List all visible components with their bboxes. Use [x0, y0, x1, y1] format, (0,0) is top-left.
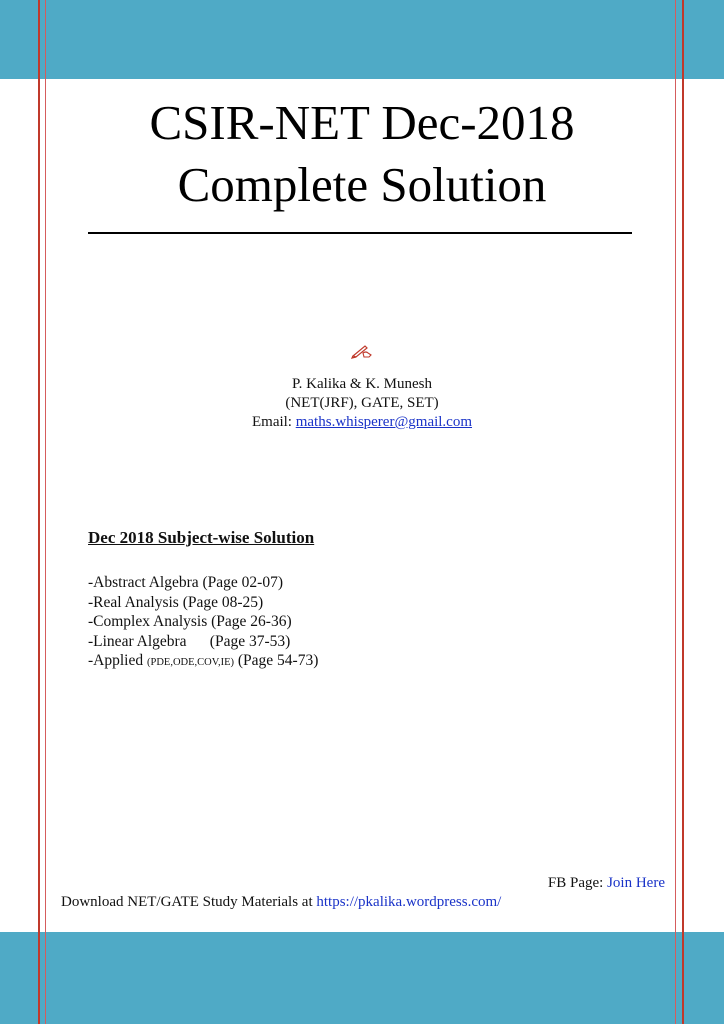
fb-label: FB Page: — [547, 875, 608, 891]
subject-item-complex-analysis: -Complex Analysis (Page 26-36) — [88, 613, 292, 630]
fb-page-line — [548, 875, 665, 892]
email-label: Email: — [251, 414, 296, 430]
pen-icon-wrapper — [47, 343, 677, 364]
cover-page — [47, 0, 672, 1024]
subject-list — [88, 573, 318, 673]
author-block — [47, 375, 677, 432]
subject-item-applied — [88, 651, 318, 673]
download-line — [61, 894, 501, 911]
document-title — [47, 92, 677, 216]
author-credentials: (NET(JRF), GATE, SET) — [285, 395, 439, 411]
applied-topics: (PDE,ODE,COV,IE) — [146, 657, 234, 668]
title-underline — [88, 232, 632, 234]
writing-hand-icon — [351, 343, 373, 359]
left-border-line-inner — [45, 0, 46, 1024]
author-names: P. Kalika & K. Munesh — [292, 376, 432, 392]
title-line-2: Complete Solution — [177, 157, 547, 212]
subjects-heading: Dec 2018 Subject-wise Solution — [88, 528, 315, 547]
title-line-1: CSIR-NET Dec-2018 — [149, 95, 575, 150]
subject-item-real-analysis: -Real Analysis (Page 08-25) — [88, 593, 264, 611]
applied-suffix: (Page 54-73) — [234, 652, 319, 669]
email-link[interactable]: maths.whisperer@gmail.com — [295, 414, 473, 430]
author-email-line — [47, 413, 677, 432]
fb-join-link[interactable]: Join Here — [607, 875, 665, 891]
applied-prefix: -Applied — [88, 652, 147, 669]
left-border-line-outer — [38, 0, 40, 1024]
website-link[interactable]: https://pkalika.wordpress.com/ — [316, 894, 502, 910]
download-label: Download NET/GATE Study Materials at — [61, 894, 317, 910]
right-border-line-outer — [682, 0, 684, 1024]
subject-item-linear-algebra: -Linear Algebra (Page 37-53) — [88, 632, 291, 650]
subject-item-abstract-algebra: -Abstract Algebra (Page 02-07) — [88, 574, 283, 591]
